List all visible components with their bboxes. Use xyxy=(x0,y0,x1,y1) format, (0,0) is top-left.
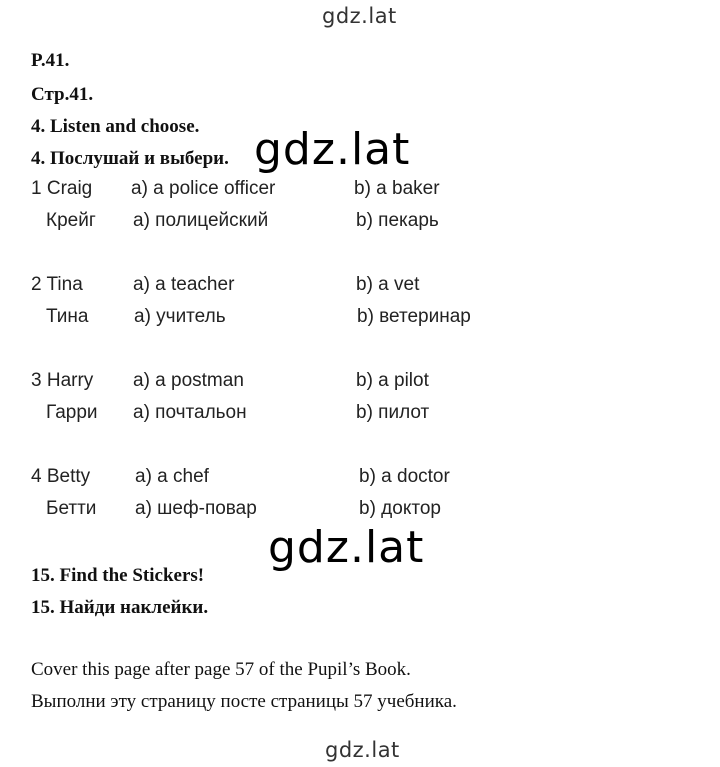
item-1-option-b-ru: b) пекарь xyxy=(356,210,439,231)
item-3-option-b-ru: b) пилот xyxy=(356,402,430,423)
item-4-option-a-ru: a) шеф-повар xyxy=(135,498,257,519)
item-3-option-a-en: a) a postman xyxy=(133,370,244,391)
item-4-option-b-en: b) a doctor xyxy=(359,466,450,487)
item-4-option-a-en: a) a chef xyxy=(135,466,209,487)
exercise-15-title-en: 15. Find the Stickers! xyxy=(31,565,205,586)
item-1-option-a-ru: a) полицейский xyxy=(133,210,269,231)
item-1-name-en: 1 Craig xyxy=(31,178,93,199)
watermark-top: gdz.lat xyxy=(322,4,397,28)
item-3-option-a-ru: a) почтальон xyxy=(133,402,247,423)
exercise-4-title-en: 4. Listen and choose. xyxy=(31,116,200,137)
item-3-name-en: 3 Harry xyxy=(31,370,94,391)
item-4-name-en: 4 Betty xyxy=(31,466,91,487)
item-4-option-b-ru: b) доктор xyxy=(359,498,441,519)
item-2-option-b-en: b) a vet xyxy=(356,274,420,295)
item-1-option-b-en: b) a baker xyxy=(354,178,440,199)
watermark-bottom: gdz.lat xyxy=(325,738,400,762)
item-1-option-a-en: a) a police officer xyxy=(131,178,276,199)
item-3-name-ru: Гарри xyxy=(46,402,98,423)
exercise-15-title-ru: 15. Найди наклейки. xyxy=(31,597,209,618)
exercise-4-title-ru: 4. Послушай и выбери. xyxy=(31,148,229,169)
item-2-option-b-ru: b) ветеринар xyxy=(357,306,471,327)
item-2-option-a-ru: a) учитель xyxy=(134,306,226,327)
item-2-name-ru: Тина xyxy=(46,306,89,327)
item-2-name-en: 2 Tina xyxy=(31,274,83,295)
item-2-option-a-en: a) a teacher xyxy=(133,274,235,295)
item-4-name-ru: Бетти xyxy=(46,498,97,519)
item-3-option-b-en: b) a pilot xyxy=(356,370,429,391)
watermark-middle: gdz.lat xyxy=(254,124,411,175)
page-number-ru: Стр.41. xyxy=(31,84,94,105)
instruction-en: Cover this page after page 57 of the Pupil’s Book. xyxy=(31,659,411,680)
page-number-en: P.41. xyxy=(31,50,70,71)
watermark-lower: gdz.lat xyxy=(268,522,425,573)
item-1-name-ru: Крейг xyxy=(46,210,96,231)
instruction-ru: Выполни эту страницу посте страницы 57 учебника. xyxy=(31,691,457,712)
